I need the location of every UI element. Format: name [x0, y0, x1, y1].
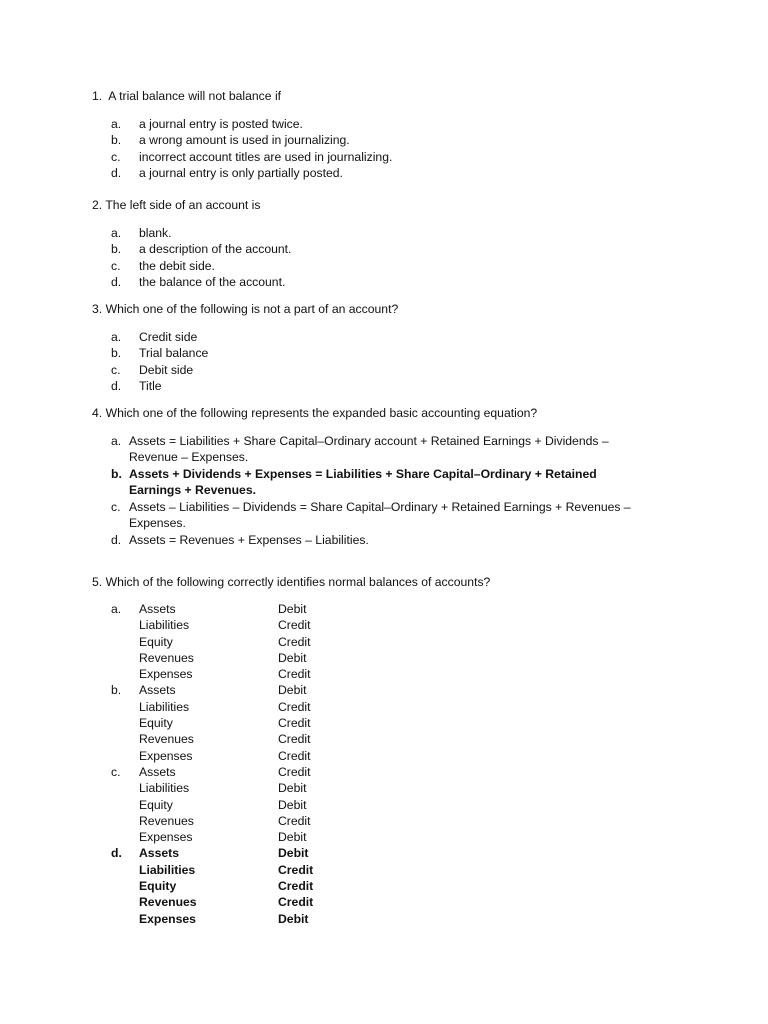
- question-number: 3.: [92, 302, 103, 316]
- table-row: [111, 911, 358, 927]
- normal-balance: Credit: [278, 618, 311, 633]
- table-row: [111, 666, 358, 682]
- account-name: Equity: [139, 879, 177, 894]
- table-row: [111, 813, 358, 829]
- normal-balance: Debit: [278, 797, 307, 812]
- question-3: [92, 301, 722, 317]
- question-number: 4.: [92, 406, 103, 420]
- account-name: Assets: [139, 846, 179, 861]
- account-name: Revenues: [139, 732, 194, 747]
- option-d: [111, 165, 711, 181]
- table-row: [111, 601, 358, 617]
- option-letter: d.: [111, 274, 122, 289]
- option-text: Credit side: [139, 330, 198, 344]
- option-d: [111, 378, 711, 394]
- account-name: Expenses: [139, 748, 193, 763]
- option-text: blank.: [139, 226, 172, 240]
- option-c: [111, 362, 711, 378]
- option-letter: b.: [111, 683, 122, 698]
- option-c: [111, 499, 651, 532]
- question-2: [92, 197, 722, 213]
- option-letter: d.: [111, 378, 122, 393]
- option-letter: c.: [111, 362, 121, 377]
- table-row: [111, 682, 358, 698]
- normal-balance: Credit: [278, 895, 314, 910]
- option-text: Debit side: [139, 362, 194, 377]
- table-row: [111, 764, 358, 780]
- option-text: Trial balance: [139, 346, 209, 361]
- normal-balance: Debit: [278, 781, 307, 796]
- option-letter: d.: [111, 165, 122, 180]
- option-b: [111, 345, 711, 361]
- account-name: Equity: [139, 716, 173, 731]
- option-letter: c.: [111, 764, 121, 779]
- option-b: [111, 466, 651, 499]
- account-name: Equity: [139, 634, 173, 649]
- normal-balance: Debit: [278, 602, 307, 616]
- option-c: [111, 149, 711, 165]
- option-letter: c.: [111, 500, 121, 515]
- normal-balance: Debit: [278, 830, 307, 845]
- question-text: Which one of the following represents the expanded basic accounting equation?: [105, 406, 538, 420]
- account-name: Expenses: [139, 911, 196, 926]
- option-text: a journal entry is posted twice.: [139, 117, 303, 131]
- option-letter: a.: [111, 117, 122, 131]
- table-row: [111, 699, 358, 715]
- option-letter: b.: [111, 346, 122, 361]
- option-a: [111, 433, 651, 466]
- table-row: [111, 862, 358, 878]
- option-letter: d.: [111, 533, 122, 548]
- question-text: A trial balance will not balance if: [108, 89, 282, 103]
- question-text: The left side of an account is: [105, 198, 261, 212]
- option-letter: b.: [111, 133, 122, 148]
- option-text: Assets + Dividends + Expenses = Liabilities + Share Capital–Ordinary + Retained Earnings + Revenues.: [129, 467, 597, 498]
- option-text: Assets = Revenues + Expenses – Liabilities.: [129, 533, 369, 548]
- normal-balance: Debit: [278, 846, 309, 861]
- option-a: [111, 116, 711, 132]
- normal-balances-table: [111, 601, 358, 927]
- option-text: the balance of the account.: [139, 274, 286, 289]
- question-5: [92, 574, 722, 590]
- option-text: a description of the account.: [139, 242, 292, 257]
- question-2-options: [111, 225, 711, 290]
- table-row: [111, 748, 358, 764]
- account-name: Revenues: [139, 650, 194, 665]
- question-text: Which one of the following is not a part of an account?: [105, 302, 399, 316]
- account-name: Revenues: [139, 813, 194, 828]
- normal-balance: Credit: [278, 862, 314, 877]
- question-number: 5.: [92, 575, 103, 589]
- account-name: Liabilities: [139, 699, 190, 714]
- normal-balance: Debit: [278, 650, 307, 665]
- account-name: Assets: [139, 764, 176, 779]
- question-text: Which of the following correctly identifies normal balances of accounts?: [105, 575, 491, 589]
- normal-balance: Credit: [278, 716, 311, 731]
- option-a: [111, 225, 711, 241]
- option-d: [111, 274, 711, 290]
- option-text: a journal entry is only partially posted.: [139, 165, 343, 180]
- option-letter: a.: [111, 226, 122, 240]
- option-text: the debit side.: [139, 258, 215, 273]
- question-number: 2.: [92, 198, 103, 212]
- question-3-options: [111, 329, 711, 394]
- account-name: Expenses: [139, 667, 193, 682]
- option-d: [111, 532, 651, 548]
- normal-balance: Credit: [278, 634, 311, 649]
- table-row: [111, 878, 358, 894]
- option-letter: a.: [111, 434, 122, 448]
- table-row: [111, 715, 358, 731]
- normal-balance: Credit: [278, 667, 311, 682]
- account-name: Revenues: [139, 895, 197, 910]
- option-letter: b.: [111, 467, 122, 482]
- question-1: [92, 88, 722, 104]
- option-letter: d.: [111, 846, 122, 861]
- table-row: [111, 797, 358, 813]
- table-row: [111, 731, 358, 747]
- option-text: Title: [139, 378, 162, 393]
- table-row: [111, 780, 358, 796]
- option-letter: b.: [111, 242, 122, 257]
- option-a: [111, 329, 711, 345]
- option-text: a wrong amount is used in journalizing.: [139, 133, 350, 148]
- account-name: Expenses: [139, 830, 193, 845]
- table-row: [111, 845, 358, 861]
- normal-balance: Debit: [278, 911, 309, 926]
- table-row: [111, 829, 358, 845]
- account-name: Assets: [139, 683, 176, 698]
- option-text: Assets = Liabilities + Share Capital–Ordinary account + Retained Earnings + Dividends – Revenue – Expenses.: [129, 434, 609, 465]
- normal-balance: Credit: [278, 813, 311, 828]
- question-4: [92, 405, 722, 421]
- table-row: [111, 650, 358, 666]
- account-name: Liabilities: [139, 618, 190, 633]
- normal-balance: Credit: [278, 748, 311, 763]
- table-row: [111, 617, 358, 633]
- normal-balance: Credit: [278, 764, 311, 779]
- table-row: [111, 894, 358, 910]
- option-b: [111, 132, 711, 148]
- option-b: [111, 241, 711, 257]
- option-letter: c.: [111, 149, 121, 164]
- table-row: [111, 634, 358, 650]
- normal-balance: Credit: [278, 699, 311, 714]
- option-letter: a.: [111, 330, 122, 344]
- account-name: Liabilities: [139, 862, 196, 877]
- option-letter: c.: [111, 258, 121, 273]
- account-name: Assets: [139, 602, 176, 616]
- question-number: 1.: [92, 89, 103, 103]
- option-c: [111, 258, 711, 274]
- normal-balance: Credit: [278, 879, 314, 894]
- question-4-options: [111, 433, 651, 549]
- account-name: Liabilities: [139, 781, 190, 796]
- option-text: incorrect account titles are used in journalizing.: [139, 149, 393, 164]
- option-text: Assets – Liabilities – Dividends = Share Capital–Ordinary + Retained Earnings + Revenues – Expenses.: [129, 500, 631, 531]
- option-letter: a.: [111, 602, 122, 616]
- question-1-options: [111, 116, 711, 181]
- normal-balance: Debit: [278, 683, 307, 698]
- normal-balance: Credit: [278, 732, 311, 747]
- account-name: Equity: [139, 797, 173, 812]
